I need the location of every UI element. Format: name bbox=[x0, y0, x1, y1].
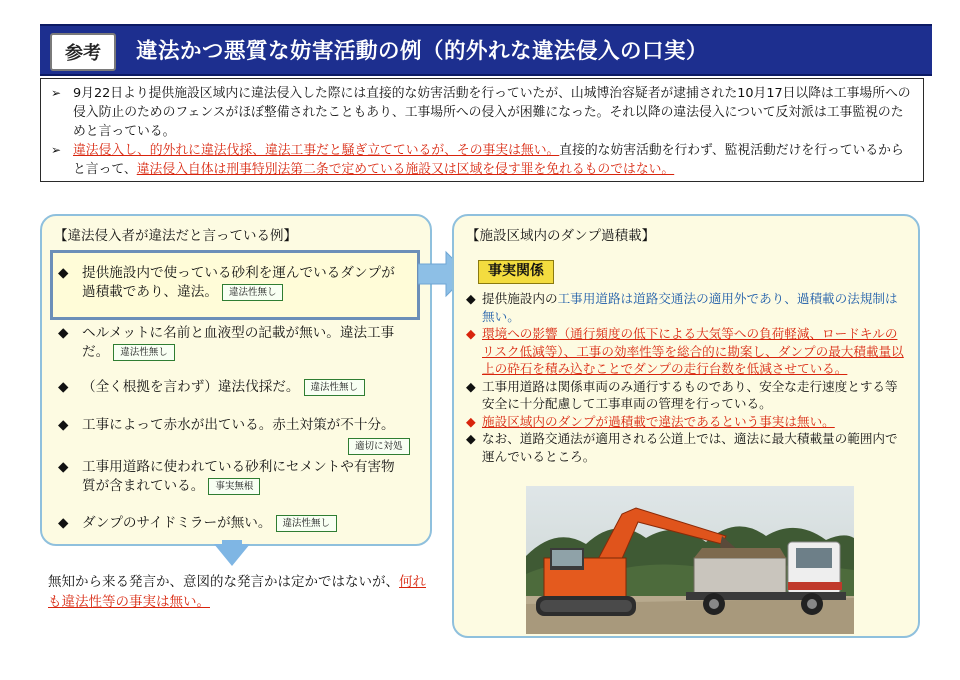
intro-bullet-1 bbox=[51, 84, 913, 141]
item-label: 提供施設内で使っている砂利を運んでいるダンプが過積載であり、違法。 bbox=[82, 265, 395, 300]
intro-red-text-1: 違法侵入し、的外れに違法伐採、違法工事だと騒ぎ立てているが、その事実は無い。 bbox=[73, 143, 560, 158]
diamond-bullet-icon: ◆ bbox=[58, 417, 69, 433]
title-bar bbox=[40, 24, 932, 76]
fact-text bbox=[482, 290, 906, 325]
fact-label: 事実関係 bbox=[478, 260, 554, 284]
status-badge: 違法性無し bbox=[304, 379, 366, 396]
reference-badge: 参考 bbox=[50, 33, 116, 71]
intro-paragraph-2 bbox=[73, 141, 913, 179]
list-item bbox=[58, 378, 404, 397]
page-title: 違法かつ悪質な妨害活動の例（的外れな違法侵入の口実） bbox=[136, 39, 709, 64]
fact-item bbox=[466, 378, 906, 413]
item-text bbox=[82, 458, 404, 496]
status-badge: 違法性無し bbox=[276, 515, 338, 532]
intro-red-text-2: 違法侵入自体は刑事特別法第二条で定めている施設又は区域を侵す罪を免れるものではない。 bbox=[136, 162, 675, 177]
fact-red-text: 施設区域内のダンプが過積載で違法であるという事実は無い。 bbox=[482, 413, 835, 429]
conclusion-part-1: 無知から来る発言か、意図的な発言かは定かではないが、 bbox=[48, 574, 399, 590]
fact-text: 工事用道路は関係車両のみ通行するものであり、安全な走行速度とする等安全に十分配慮して工事車両の管理を行っている。 bbox=[482, 378, 898, 411]
item-label: ヘルメットに名前と血液型の記載が無い。違法工事だ。 bbox=[82, 325, 395, 360]
diamond-bullet-icon: ◆ bbox=[58, 325, 69, 341]
list-item bbox=[58, 416, 418, 435]
item-text bbox=[82, 264, 404, 302]
arrow-down-icon bbox=[214, 544, 250, 566]
conclusion-red-text: 何れも違法性等の事実は無い。 bbox=[48, 574, 426, 610]
item-text bbox=[82, 324, 404, 362]
item-label: 工事によって赤水が出ている。赤土対策が不十分。 bbox=[82, 417, 395, 433]
excavator-dump-truck-photo bbox=[526, 486, 854, 634]
intro-bullet-2 bbox=[51, 141, 913, 179]
item-text bbox=[82, 514, 404, 533]
status-badge: 適切に対処 bbox=[348, 438, 410, 455]
diamond-bullet-icon: ◆ bbox=[58, 379, 69, 395]
fact-blue-text: 工事用道路は道路交通法の適用外であり、過積載の法規制は無い。 bbox=[482, 291, 898, 324]
item-text bbox=[82, 378, 404, 397]
fact-item bbox=[466, 430, 906, 465]
arrowhead-bullet-icon: ➢ bbox=[51, 143, 62, 157]
fact-text: なお、道路交通法が適用される公道上では、適法に最大積載量の範囲内で運んでいるところ。 bbox=[482, 431, 898, 464]
item-label: ダンプのサイドミラーが無い。 bbox=[82, 515, 272, 531]
diamond-bullet-icon: ◆ bbox=[58, 515, 69, 531]
left-panel bbox=[40, 214, 432, 546]
fact-text-part: 提供施設内の bbox=[482, 291, 558, 306]
list-item bbox=[58, 264, 404, 302]
arrowhead-bullet-icon: ➢ bbox=[51, 86, 62, 100]
fact-item bbox=[466, 413, 906, 431]
diamond-bullet-icon: ◆ bbox=[466, 291, 476, 306]
conclusion-text bbox=[48, 572, 438, 612]
fact-list bbox=[466, 290, 906, 465]
fact-red-text: 環境への影響（通行頻度の低下による大気等への負荷軽減、ロードキルのリスク低減等）、工事の効率性等を総合的に勘案し、ダンプの最大積載量以上の砕石を積み込むことでダンプの走行台数を低減させている。 bbox=[482, 326, 904, 376]
diamond-bullet-icon: ◆ bbox=[58, 459, 69, 475]
status-badge: 違法性無し bbox=[113, 344, 175, 361]
list-item bbox=[58, 514, 404, 533]
intro-mid-text: 直接的な妨害活動を行わず、監視活動だけを行っているからと言って、 bbox=[73, 143, 904, 177]
status-badge: 違法性無し bbox=[222, 284, 284, 301]
intro-box bbox=[40, 78, 924, 182]
diamond-bullet-icon: ◆ bbox=[466, 378, 476, 394]
intro-paragraph-1: 9月22日より提供施設区域内に違法侵入した際には直接的な妨害活動を行っていたが、山城博治容疑者が逮捕された10月17日以降は工事場所への侵入防止のためのフェンスがほぼ整備されたこともあり、工事場所への侵入が困難になった。それ以降の違法侵入について反対派は工事監視のためと言っている。 bbox=[73, 86, 911, 139]
list-item bbox=[58, 458, 404, 496]
item-label: 工事用道路に使われている砂利にセメントや有害物質が含まれている。 bbox=[82, 459, 395, 494]
right-panel bbox=[452, 214, 920, 638]
diamond-bullet-icon: ◆ bbox=[466, 431, 476, 446]
status-badge: 事実無根 bbox=[208, 478, 260, 495]
list-item bbox=[58, 324, 404, 362]
left-panel-header: 【違法侵入者が違法だと言っている例】 bbox=[54, 228, 297, 244]
fact-item bbox=[466, 325, 906, 378]
fact-item bbox=[466, 290, 906, 325]
diamond-bullet-icon: ◆ bbox=[466, 413, 476, 429]
right-panel-header: 【施設区域内のダンプ過積載】 bbox=[466, 228, 656, 244]
diamond-bullet-icon: ◆ bbox=[58, 265, 69, 281]
diamond-bullet-icon: ◆ bbox=[466, 326, 476, 341]
item-label: （全く根拠を言わず）違法伐採だ。 bbox=[82, 379, 300, 395]
